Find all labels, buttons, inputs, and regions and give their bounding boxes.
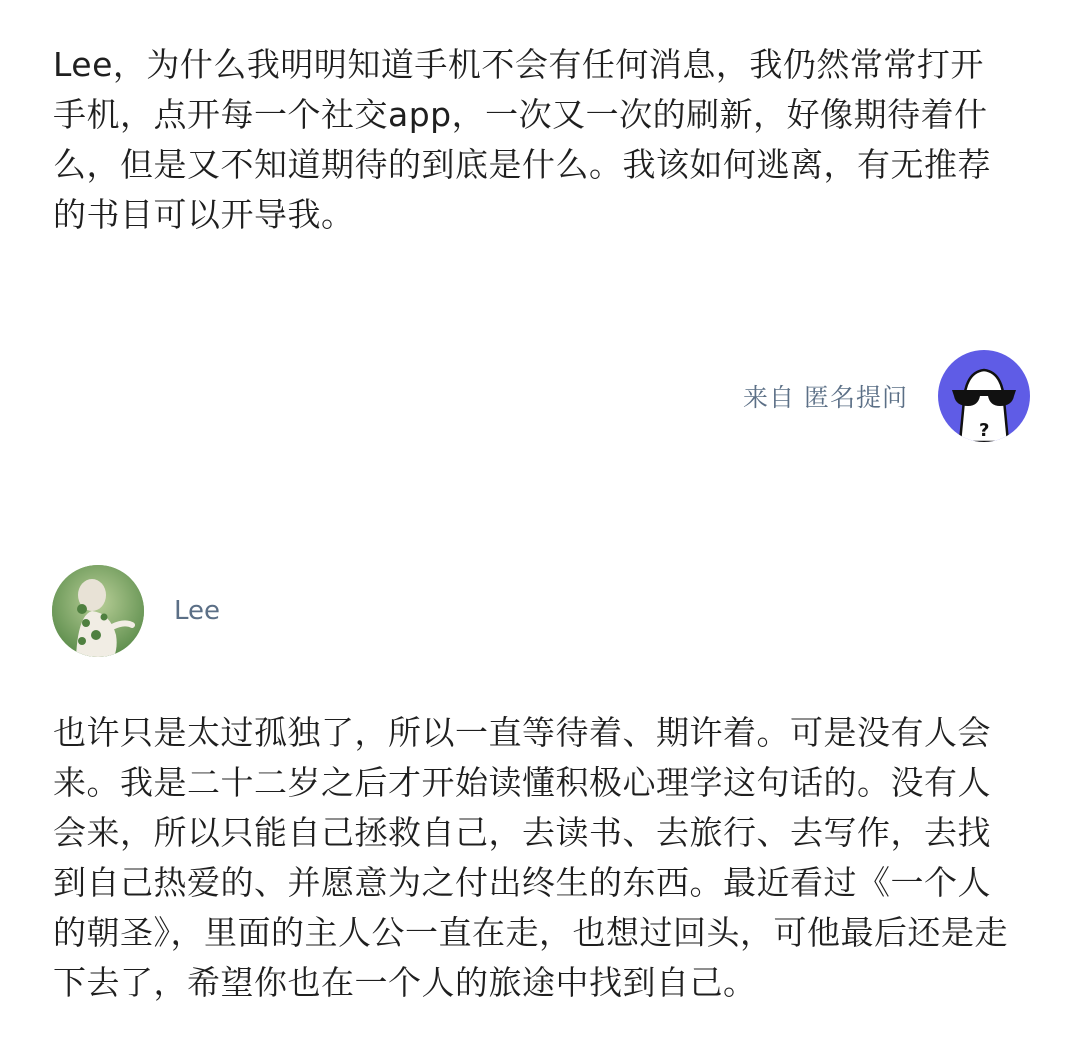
user-avatar-photo xyxy=(52,565,144,657)
anonymous-avatar-icon[interactable] xyxy=(938,350,1030,442)
answer-author xyxy=(52,565,220,657)
question-source xyxy=(743,350,1030,442)
anonymous-sunglasses-icon xyxy=(938,350,1030,442)
answer-text: 也许只是太过孤独了，所以一直等待着、期许着。可是没有人会来。我是二十二岁之后才开始读懂积极心理学这句话的。没有人会来，所以只能自己拯救自己，去读书、去旅行、去写作，去找到自己热爱的、并愿意为之付出终生的东西。最近看过《一个人的朝圣》，里面的主人公一直在走，也想过回头，可他最后还是走下去了，希望你也在一个人的旅途中找到自己。 xyxy=(53,713,1008,1002)
svg-text:?: ? xyxy=(979,420,990,441)
source-label[interactable]: 来自 匿名提问 xyxy=(743,383,908,412)
question-text: Lee，为什么我明明知道手机不会有任何消息，我仍然常常打开手机，点开每一个社交app，一次又一次的刷新，好像期待着什么，但是又不知道期待的到底是什么。我该如何逃离，有无推荐的书目可以开导我。 xyxy=(53,45,991,234)
user-avatar[interactable] xyxy=(52,565,144,657)
author-name[interactable]: Lee xyxy=(174,596,221,626)
